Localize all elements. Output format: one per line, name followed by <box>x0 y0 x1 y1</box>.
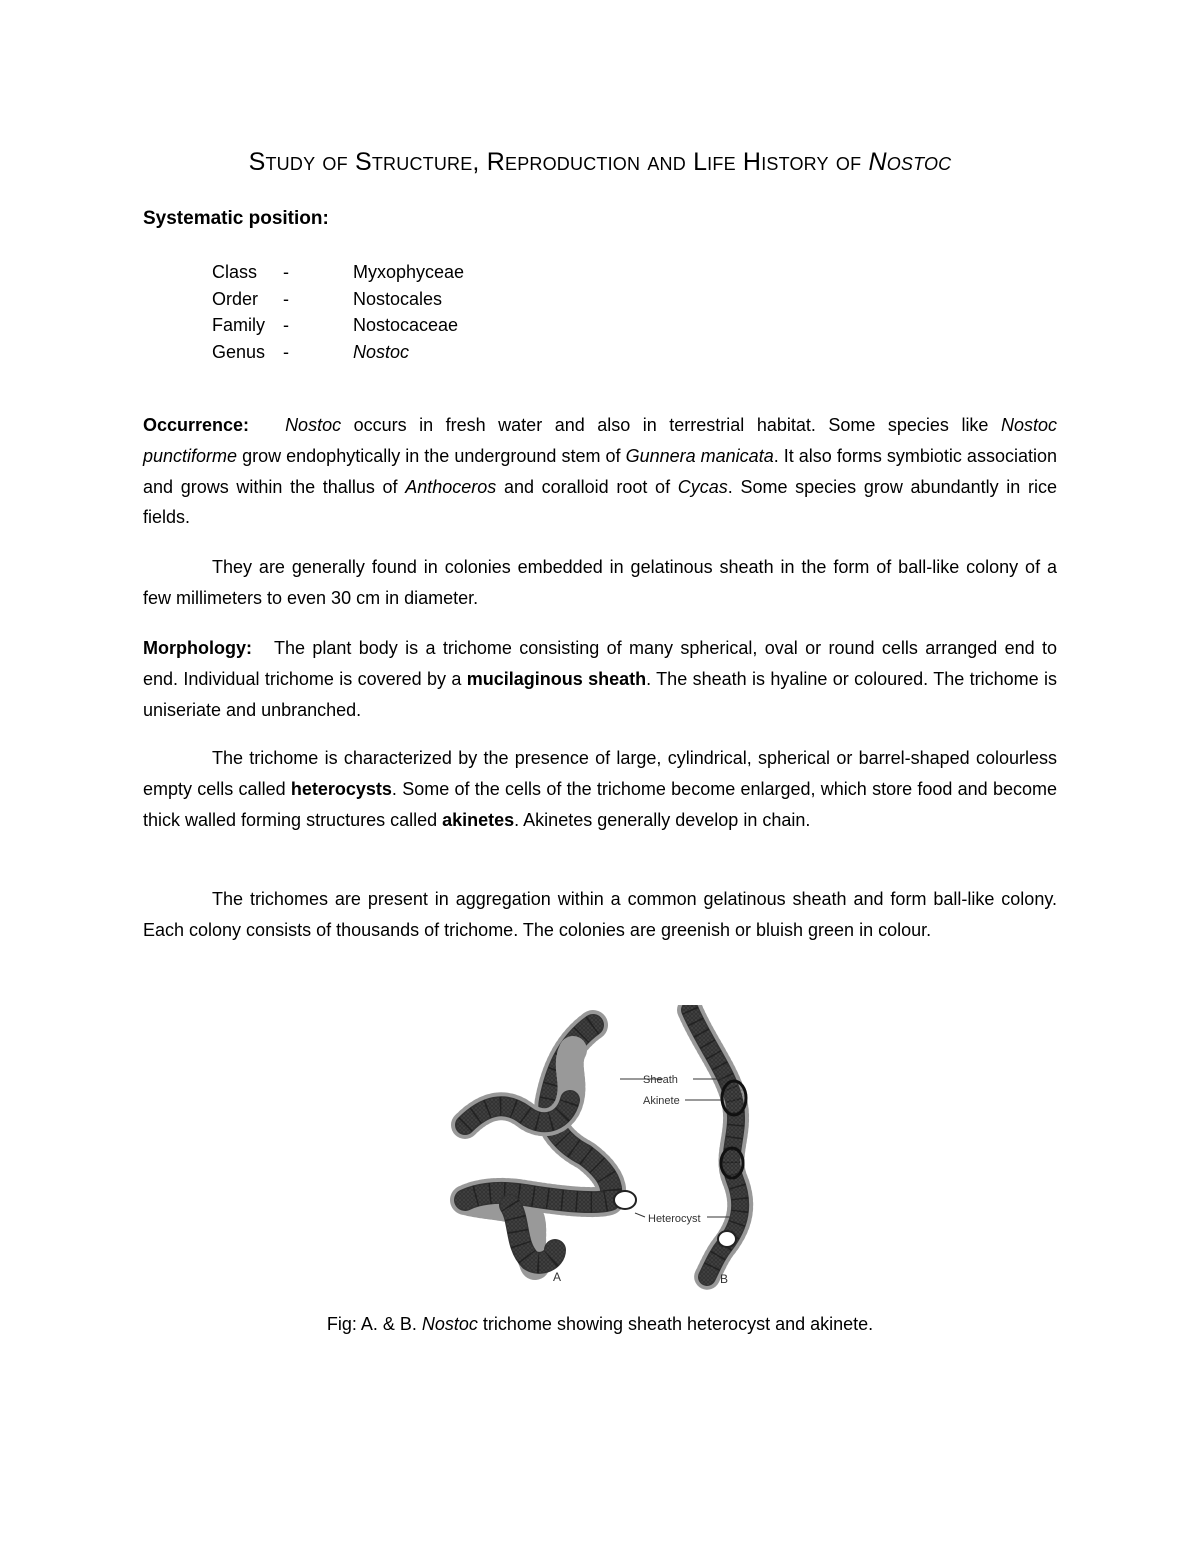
rank-label: Genus <box>212 341 266 362</box>
trichome-a <box>465 1025 636 1265</box>
caption-prefix: Fig: A. & B. <box>326 1314 422 1334</box>
taxon-name: Nostoc <box>285 415 342 435</box>
heterocyst-cell-b <box>718 1231 736 1247</box>
label-a: A <box>553 1270 562 1284</box>
label-heterocyst: Heterocyst <box>648 1213 701 1225</box>
rank-dash: - <box>283 262 289 282</box>
body-text: . Some of the cells of the trichome become enlarged, which store food and become thick walled forming structures called <box>143 778 1057 830</box>
heterocyst-cell-a <box>614 1191 636 1209</box>
rank-label: Class <box>212 262 258 282</box>
term-bold: mucilaginous sheath <box>466 668 647 689</box>
akinete-cell-b2 <box>721 1148 743 1178</box>
body-text: and coralloid root of <box>496 476 678 497</box>
body-text: The trichome is characterized by the presence of large, cylindrical, spherical or barrel-shaped colourless empty cells called <box>143 748 1057 799</box>
body-text: . It also forms symbiotic association and grows within the thallus of <box>143 445 1057 497</box>
heterocyst-leader-line <box>635 1213 645 1217</box>
taxon-name: Cycas <box>677 476 728 497</box>
body-text: . Some species grow abundantly in rice fields. <box>143 476 1057 528</box>
taxon-name: Anthoceros <box>405 476 497 497</box>
rank-label: Family <box>212 315 265 335</box>
taxonomy-row-class <box>212 259 612 286</box>
figure-caption <box>0 1314 1200 1335</box>
rank-value: Nostocaceae <box>353 315 459 335</box>
nostoc-trichome-figure <box>445 1005 770 1295</box>
heterocyst-paragraph <box>143 743 1057 835</box>
taxonomy-row-family <box>212 312 612 339</box>
term-bold: heterocysts <box>290 778 392 799</box>
body-text: The plant body is a trichome consisting of many spherical, oval or round cells arranged end to end. Individual trichome is covered by a <box>143 638 1057 689</box>
taxonomy-row-order <box>212 286 612 313</box>
rank-value: Nostoc <box>353 341 410 362</box>
rank-dash: - <box>283 341 289 362</box>
label-sheath: Sheath <box>643 1074 678 1086</box>
label-b: B <box>720 1272 729 1286</box>
page-title <box>0 148 1200 177</box>
rank-dash: - <box>283 315 289 335</box>
caption-suffix: trichome showing sheath heterocyst and akinete. <box>477 1314 874 1334</box>
systematic-position-heading: Systematic position: <box>143 208 329 229</box>
rank-value: Nostocales <box>353 288 443 309</box>
rank-dash: - <box>283 288 289 309</box>
body-text: . The sheath is hyaline or coloured. The trichome is uniseriate and unbranched. <box>143 668 1057 720</box>
taxonomy-row-genus <box>212 339 612 366</box>
term-bold: akinetes <box>442 809 515 830</box>
colonies-paragraph: They are generally found in colonies embedded in gelatinous sheath in the form of ball-like colony of a few millimeters to even 30 cm in diameter. <box>143 557 1057 608</box>
morphology-label: Morphology: <box>143 638 252 658</box>
rank-label: Order <box>212 288 259 309</box>
occurrence-paragraph <box>143 410 1057 533</box>
body-text: grow endophytically in the underground stem of <box>237 445 626 466</box>
trichome-b <box>690 1010 746 1277</box>
title-text: Study of Structure, Reproduction and Life History of <box>248 148 869 176</box>
caption-genus: Nostoc <box>421 1314 478 1334</box>
body-text: occurs in fresh water and also in terrestrial habitat. Some species like <box>341 415 1001 435</box>
taxon-name: Gunnera manicata <box>625 445 774 466</box>
body-text: . Akinetes generally develop in chain. <box>514 809 811 830</box>
occurrence-label: Occurrence: <box>143 415 250 435</box>
taxonomy-table <box>212 259 612 365</box>
rank-value: Myxophyceae <box>353 262 465 282</box>
taxon-name: Nostoc punctiforme <box>143 415 1057 466</box>
aggregation-paragraph: The trichomes are present in aggregation within a common gelatinous sheath and form ball-like colony. Each colony consists of thousands of trichome. The colonies are greenish or bluish green in colour. <box>143 889 1057 940</box>
morphology-paragraph <box>143 633 1057 725</box>
akinete-cell-b1 <box>722 1081 746 1115</box>
label-akinete: Akinete <box>643 1095 680 1107</box>
title-genus: Nostoc <box>868 148 952 176</box>
